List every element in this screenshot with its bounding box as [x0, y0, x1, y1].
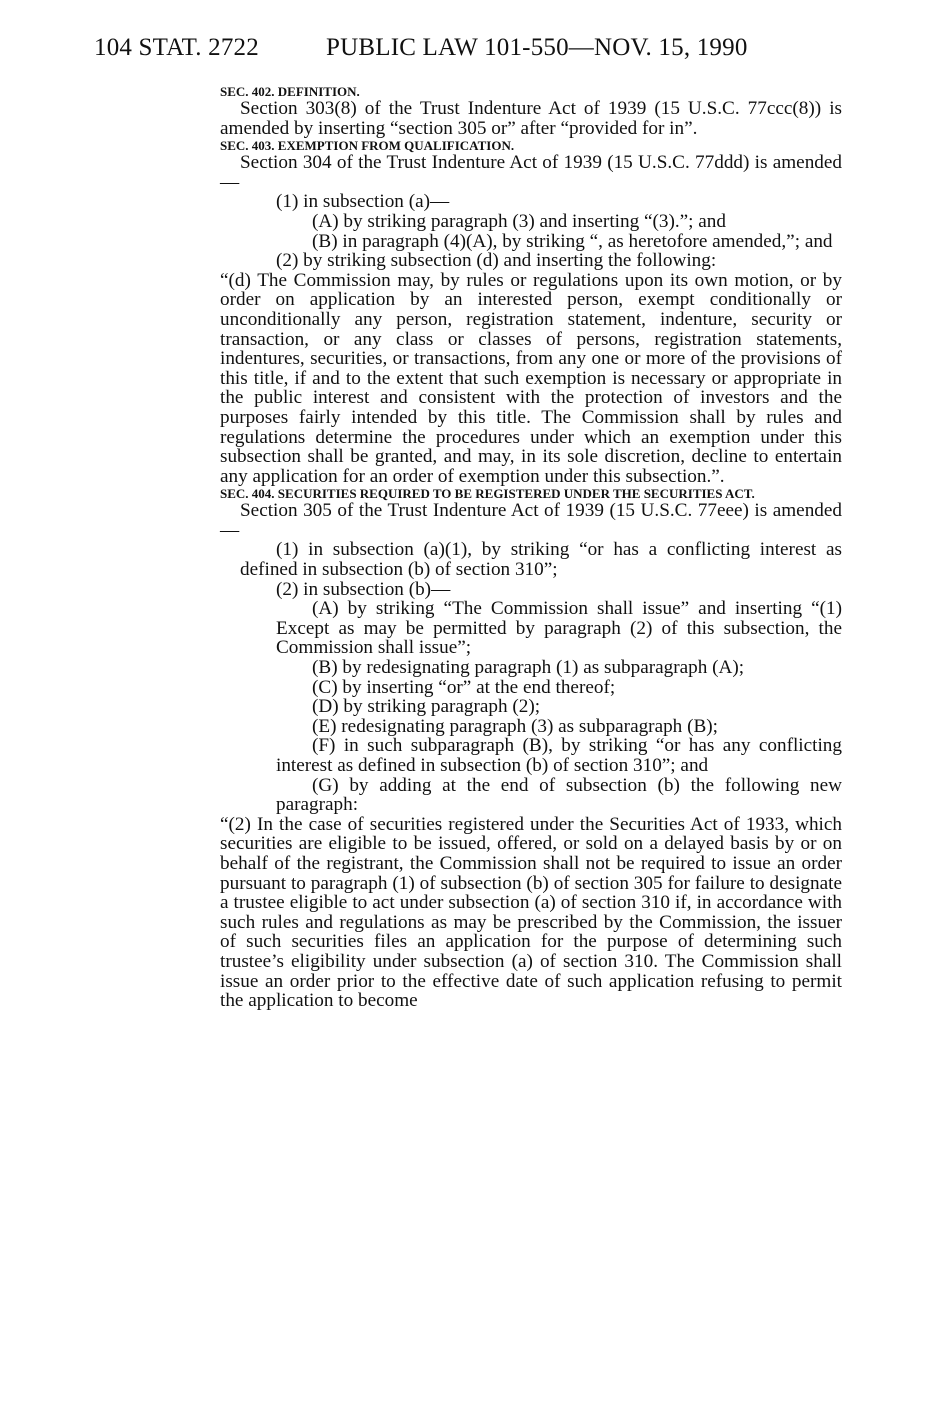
section-404-heading: SEC. 404. SECURITIES REQUIRED TO BE REGISTERED UNDER THE SECURITIES ACT.	[220, 486, 755, 502]
statute-citation: 104 STAT. 2722	[94, 34, 259, 61]
section-403-inserted-text: “(d) The Commission may, by rules or regulations upon its own motion, or by order on application by an interested person, exempt conditionally or unconditionally any person, registration statement, indenture, security or transaction, or any class or classes of persons, registration statements, indentures, securities, or transactions, from any one or more of the provisions of this title, if and to the extent that such exemption is necessary or appropriate in the public interest and consistent with the protection of investors and the purposes fairly intended by this title. The Commission shall by rules and regulations determine the procedures under which an exemption under this subsection shall be granted, and may, in its sole discretion, decline to entertain any application for an order of exemption under this subsection.”.	[220, 269, 842, 487]
section-404-subparagraph-f: (F) in such subparagraph (B), by striking “or has any conflicting interest as defined in subsection (b) of section 310”; and	[276, 735, 842, 776]
section-403-heading: SEC. 403. EXEMPTION FROM QUALIFICATION.	[220, 138, 515, 154]
section-403-paragraph-1a: (A) by striking paragraph (3) and inserting “(3).”; and	[312, 210, 726, 232]
section-403-paragraph-1: (1) in subsection (a)—	[276, 191, 450, 213]
public-law-title: PUBLIC LAW 101-550—NOV. 15, 1990	[326, 34, 748, 61]
section-404-paragraph-2: (2) in subsection (b)—	[276, 578, 451, 600]
section-404-subparagraph-e: (E) redesignating paragraph (3) as subparagraph (B);	[312, 715, 718, 737]
section-402-heading: SEC. 402. DEFINITION.	[220, 84, 360, 99]
section-403-paragraph-1b: (B) in paragraph (4)(A), by striking “, as heretofore amended,”; and	[312, 230, 833, 252]
section-404-paragraph-1: (1) in subsection (a)(1), by striking “or has a conflicting interest as defined in subsection (b) of section 310”;	[240, 539, 842, 581]
section-404-subparagraph-g: (G) by adding at the end of subsection (b) the following new paragraph:	[276, 774, 842, 816]
section-404-intro: Section 305 of the Trust Indenture Act of 1939 (15 U.S.C. 77eee) is amended—	[220, 500, 842, 541]
section-404-subparagraph-d: (D) by striking paragraph (2);	[312, 696, 541, 718]
section-404-subparagraph-b: (B) by redesignating paragraph (1) as subparagraph (A);	[312, 657, 745, 679]
page-header	[0, 34, 943, 78]
section-402-text: Section 303(8) of the Trust Indenture Act of 1939 (15 U.S.C. 77ccc(8)) is amended by inserting “section 305 or” after “provided for in”.	[220, 98, 842, 139]
section-403-intro: Section 304 of the Trust Indenture Act of 1939 (15 U.S.C. 77ddd) is amended—	[220, 152, 842, 193]
document-body	[220, 84, 842, 1011]
section-404-inserted-text: “(2) In the case of securities registered under the Securities Act of 1933, which securities are eligible to be issued, offered, or sold on a delayed basis by or on behalf of the registrant, the Commission shall not be required to issue an order pursuant to paragraph (1) of subsection (b) of section 305 for failure to designate a trustee eligible to act under subsection (a) of section 310 if, in accordance with such rules and regulations as may be prescribed by the Commission, the issuer of such securities files an application for the purpose of determining such trustee’s eligibility under subsection (a) of section 310. The Commission shall issue an order prior to the effective date of such application refusing to permit the application to become	[220, 813, 842, 1012]
section-404-subparagraph-a: (A) by striking “The Commission shall issue” and inserting “(1) Except as may be permitted by paragraph (2) of this subsection, the Commission shall issue”;	[276, 598, 842, 659]
section-403-paragraph-2: (2) by striking subsection (d) and inserting the following:	[276, 250, 717, 272]
section-404-subparagraph-c: (C) by inserting “or” at the end thereof;	[312, 676, 616, 698]
